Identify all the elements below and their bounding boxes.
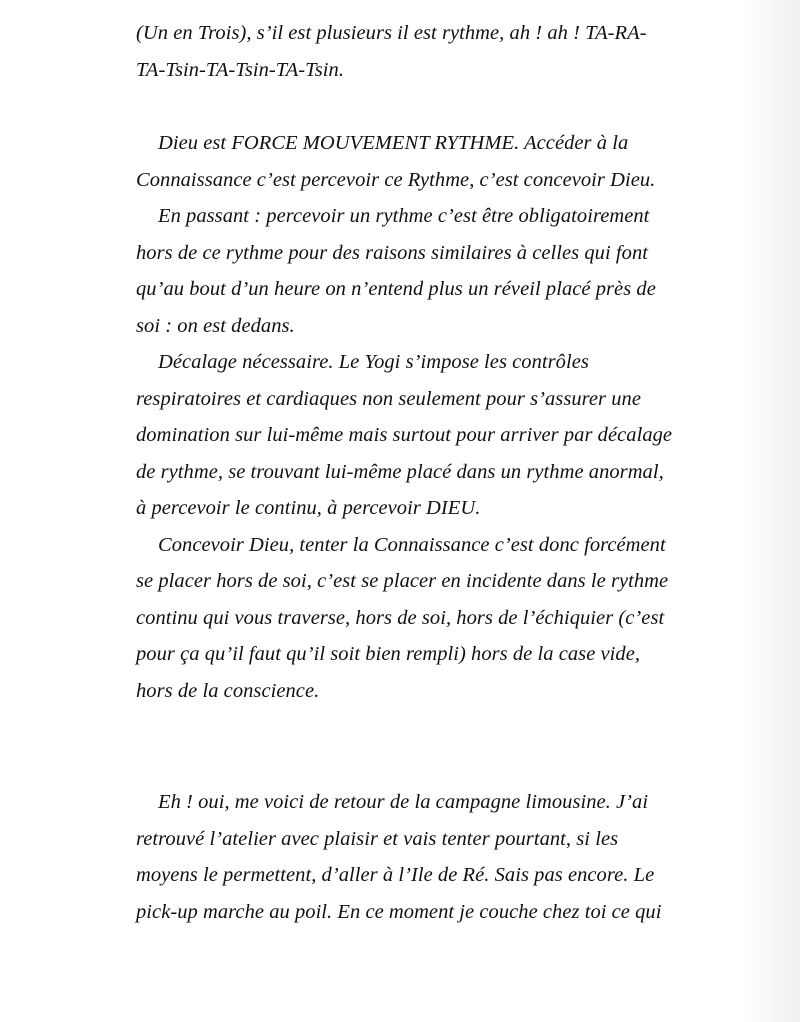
text-line: pour ça qu’il faut qu’il soit bien rempli) hors de la case vide, bbox=[136, 643, 641, 665]
paragraph-eh-oui bbox=[136, 784, 726, 930]
text-line: Dieu est FORCE MOUVEMENT RYTHME. Accéder à la bbox=[158, 132, 629, 154]
text-line: respiratoires et cardiaques non seulement pour s’assurer une bbox=[136, 387, 642, 410]
text-line: qu’au bout d’un heure on n’entend plus un réveil placé près de bbox=[136, 278, 656, 300]
text-line: moyens le permettent, d’aller à l’Ile de Ré. Sais pas encore. Le bbox=[136, 864, 655, 886]
text-line: Connaissance c’est percevoir ce Rythme, c’est concevoir Dieu. bbox=[136, 168, 656, 191]
text-line: domination sur lui-même mais surtout pour arriver par décalage bbox=[136, 424, 673, 446]
paragraph-un-en-trois bbox=[136, 15, 726, 88]
text-line: à percevoir le continu, à percevoir DIEU. bbox=[136, 497, 481, 519]
text-line: continu qui vous traverse, hors de soi, hors de l’échiquier (c’est bbox=[136, 606, 665, 629]
text-line: soi : on est dedans. bbox=[136, 314, 295, 337]
text-line: retrouvé l’atelier avec plaisir et vais tenter pourtant, si les bbox=[136, 827, 619, 850]
text-line: Eh ! oui, me voici de retour de la campagne limousine. J’ai bbox=[158, 791, 649, 813]
text-line: Concevoir Dieu, tenter la Connaissance c’est donc forcément bbox=[158, 533, 666, 556]
paragraph-dieu-est-force bbox=[136, 125, 726, 709]
text-line: hors de ce rythme pour des raisons similaires à celles qui font bbox=[136, 241, 648, 264]
text-line: Décalage nécessaire. Le Yogi s’impose les contrôles bbox=[158, 351, 589, 373]
text-line: TA-Tsin-TA-Tsin-TA-Tsin. bbox=[136, 58, 344, 81]
text-line: hors de la conscience. bbox=[136, 679, 320, 702]
text-line: (Un en Trois), s’il est plusieurs il est rythme, ah ! ah ! TA-RA- bbox=[136, 22, 647, 44]
text-line: se placer hors de soi, c’est se placer en incidente dans le rythme bbox=[136, 570, 669, 592]
text-line: En passant : percevoir un rythme c’est être obligatoirement bbox=[158, 205, 650, 227]
text-line: de rythme, se trouvant lui-même placé dans un rythme anormal, bbox=[136, 460, 664, 483]
text-line: pick-up marche au poil. En ce moment je couche chez toi ce qui bbox=[136, 900, 662, 923]
